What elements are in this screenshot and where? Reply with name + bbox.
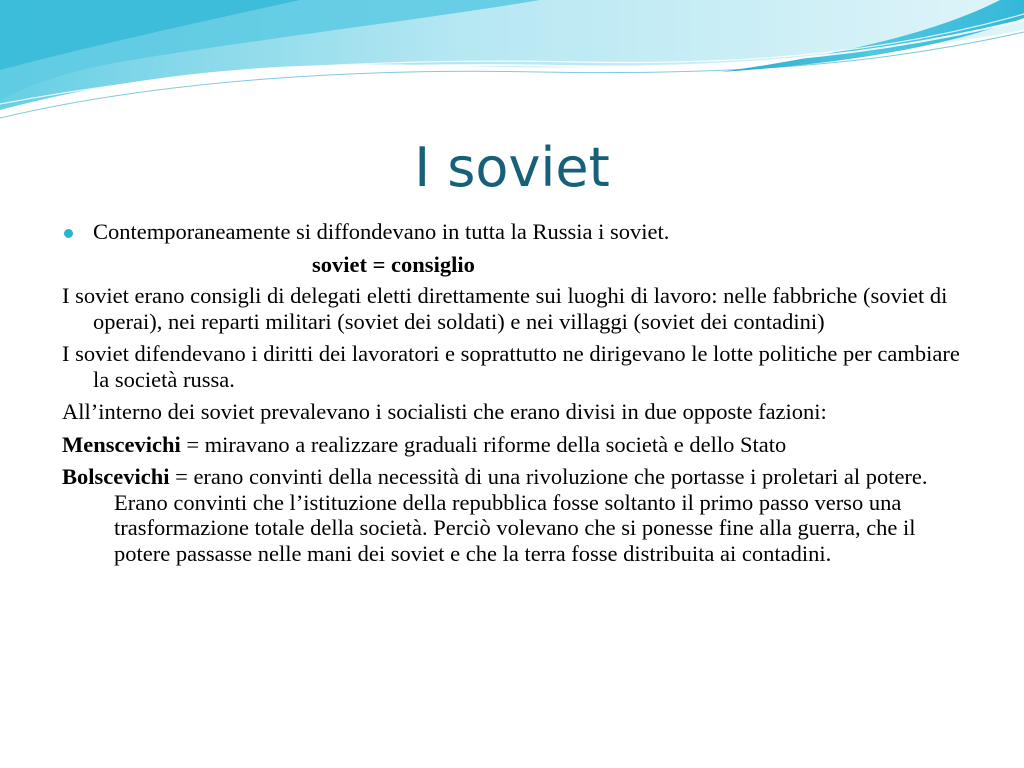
paragraph-soviet-role: I soviet difendevano i diritti dei lavoratori e soprattutto ne dirigevano le lotte politiche per cambiare la società russa. xyxy=(62,341,960,392)
bullet-dot-icon xyxy=(64,229,73,238)
bullet-item xyxy=(62,219,972,245)
paragraph-menscevichi xyxy=(62,432,972,458)
slide-title: I soviet xyxy=(414,136,610,199)
paragraph-bolscevichi xyxy=(62,464,972,566)
definition-line: soviet = consiglio xyxy=(312,251,475,277)
bolscevichi-text: = erano convinti della necessità di una rivoluzione che portasse i proletari al potere. Erano convinti che l’istituzione della repubblica fosse soltanto il primo passo verso una trasformazione totale della società. Perciò volevano che si ponesse fine alla guerra, che il potere passasse nelle mani dei soviet e che la terra fosse distribuita ai contadini. xyxy=(114,464,928,566)
term-menscevichi: Menscevichi xyxy=(62,431,181,457)
menscevichi-text: = miravano a realizzare graduali riforme della società e dello Stato xyxy=(180,431,787,457)
header-wave-decoration xyxy=(0,0,1024,130)
bullet-text: Contemporaneamente si diffondevano in tutta la Russia i soviet. xyxy=(93,219,670,244)
term-bolscevichi: Bolscevichi xyxy=(62,464,170,489)
paragraph-factions: All’interno dei soviet prevalevano i socialisti che erano divisi in due opposte fazioni: xyxy=(62,399,827,424)
slide-body xyxy=(62,219,972,573)
paragraph-soviet-definition: I soviet erano consigli di delegati eletti direttamente sui luoghi di lavoro: nelle fabbriche (soviet di operai), nei reparti militari (soviet dei soldati) e nei villaggi (soviet dei contadini) xyxy=(62,283,948,334)
